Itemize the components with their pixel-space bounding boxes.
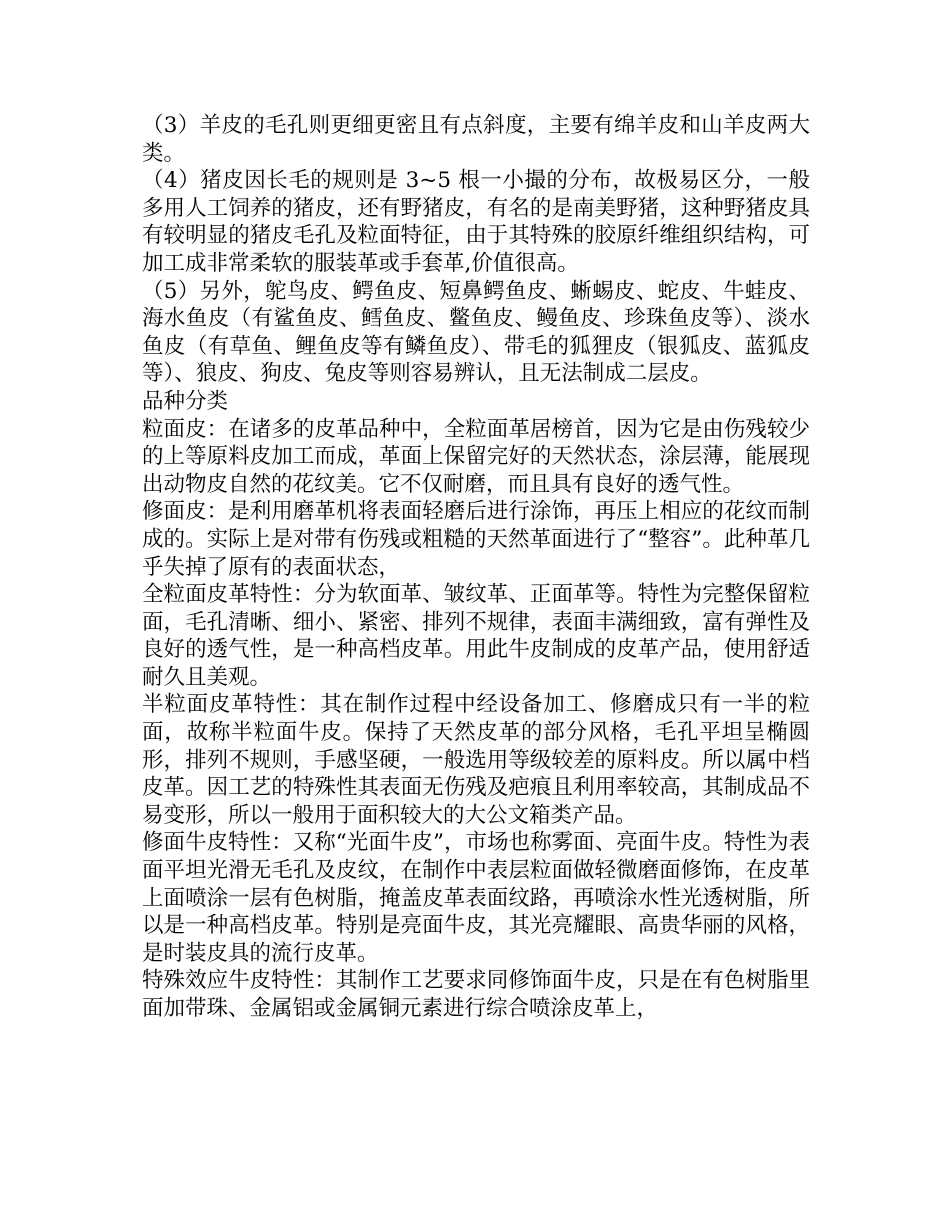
document-page [142, 112, 810, 1023]
paragraph-corrected-grain-leather: 修面皮：是利用磨革机将表面轻磨后进行涂饰，再压上相应的花纹而制成的。实际上是对带有伤残或粗糙的天然革面进行了“整容”。此种革几乎失掉了原有的表面状态， [142, 499, 810, 580]
paragraph-semi-grain-properties: 半粒面皮革特性：其在制作过程中经设备加工、修磨成只有一半的粒面，故称半粒面牛皮。保持了天然皮革的部分风格，毛孔平坦呈椭圆形，排列不规则，手感坚硬，一般选用等级较差的原料皮。所以属中档皮革。因工艺的特殊性其表面无伤残及疤痕且利用率较高，其制成品不易变形，所以一般用于面积较大的大公文箱类产品。 [142, 692, 810, 828]
paragraph-special-effect-cowhide: 特殊效应牛皮特性：其制作工艺要求同修饰面牛皮，只是在有色树脂里面加带珠、金属铝或金属铜元素进行综合喷涂皮革上， [142, 968, 810, 1021]
paragraph-sheepskin: （3）羊皮的毛孔则更细更密且有点斜度，主要有绵羊皮和山羊皮两大类。 [142, 113, 810, 166]
paragraph-full-grain-properties: 全粒面皮革特性：分为软面革、皱纹革、正面革等。特性为完整保留粒面，毛孔清晰、细小、紧密、排列不规律，表面丰满细致，富有弹性及良好的透气性，是一种高档皮革。用此牛皮制成的皮革产品，使用舒适耐久且美观。 [142, 582, 810, 690]
paragraph-other-skins: （5）另外，鸵鸟皮、鳄鱼皮、短鼻鳄鱼皮、蜥蜴皮、蛇皮、牛蛙皮、海水鱼皮（有鲨鱼皮、鳕鱼皮、鳖鱼皮、鳗鱼皮、珍珠鱼皮等）、淡水鱼皮（有草鱼、鲤鱼皮等有鳞鱼皮）、带毛的狐狸皮（银狐皮、蓝狐皮等）、狼皮、狗皮、兔皮等则容易辨认，且无法制成二层皮。 [142, 278, 810, 387]
paragraph-pigskin: （4）猪皮因长毛的规则是 3~5 根一小撮的分布，故极易区分，一般多用人工饲养的猪皮，还有野猪皮，有名的是南美野猪，这种野猪皮具有较明显的猪皮毛孔及粒面特征，由于其特殊的胶原纤维组织结构，可加工成非常柔软的服装革或手套革,价值很高。 [142, 168, 810, 276]
paragraph-grain-leather: 粒面皮：在诸多的皮革品种中，全粒面革居榜首，因为它是由伤残较少的上等原料皮加工而成，革面上保留完好的天然状态，涂层薄，能展现出动物皮自然的花纹美。它不仅耐磨，而且具有良好的透气性。 [142, 416, 810, 497]
section-heading-variety-classification: 品种分类 [142, 388, 229, 414]
paragraph-corrected-cowhide-properties: 修面牛皮特性：又称“光面牛皮”，市场也称雾面、亮面牛皮。特性为表面平坦光滑无毛孔及皮纹，在制作中表层粒面做轻微磨面修饰，在皮革上面喷涂一层有色树脂，掩盖皮革表面纹路，再喷涂水性光透树脂，所以是一种高档皮革。特别是亮面牛皮，其光亮耀眼、高贵华丽的风格，是时装皮具的流行皮革。 [142, 830, 810, 966]
